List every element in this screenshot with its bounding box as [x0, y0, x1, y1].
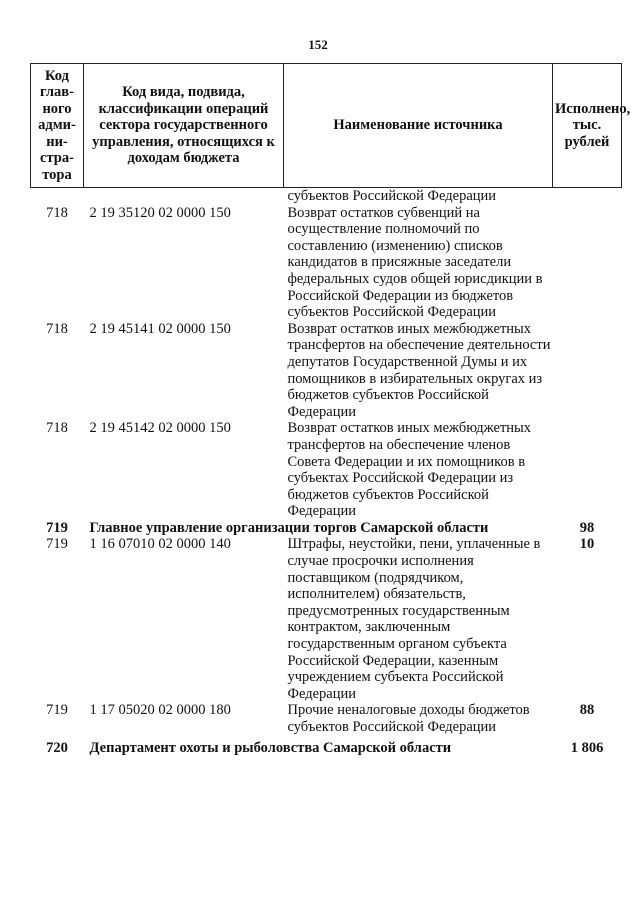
group-amount: 98 — [579, 519, 595, 536]
table-row — [31, 536, 622, 702]
continuation-text: субъектов Российской Федерации — [287, 188, 497, 204]
budget-table — [30, 63, 631, 756]
table-row — [31, 321, 622, 421]
group-admin-code: 720 — [46, 739, 68, 756]
amount — [553, 205, 622, 321]
header-source-name: Наименование источника — [284, 64, 553, 188]
admin-code: 718 — [46, 320, 68, 337]
table-row — [31, 420, 622, 520]
kind-code: 1 16 07010 02 0000 140 — [89, 536, 231, 553]
group-row-719 — [31, 520, 622, 537]
admin-code: 718 — [46, 420, 68, 437]
table-row — [31, 205, 622, 321]
admin-code: 718 — [46, 204, 68, 221]
group-title: Главное управление организации торгов Самарской области — [89, 519, 489, 536]
table-row — [31, 702, 622, 735]
continuation-row — [31, 188, 622, 205]
kind-code: 2 19 35120 02 0000 150 — [89, 204, 231, 221]
group-admin-code: 719 — [46, 519, 68, 536]
source-name: Штрафы, неустойки, пени, уплаченные в случае просрочки исполнения поставщиком (подрядчиком, исполнителем) обязательств, предусмотренных государственным контрактом, заключенным государственным органом субъекта Российской Федерации, казенным учреждением субъекта Российской Федерации — [287, 536, 541, 702]
amount: 10 — [579, 536, 595, 553]
table-body — [31, 188, 622, 757]
group-row-720 — [31, 736, 622, 757]
kind-code: 2 19 45141 02 0000 150 — [89, 320, 231, 337]
source-name: Возврат остатков иных межбюджетных трансфертов на обеспечение деятельности депутатов Государственной Думы и их помощников в избирательных округах из бюджетов субъектов Российской Федерации — [287, 320, 551, 420]
header-kind-code: Код вида, подвида, классификации операций сектора государственного управления, относящихся к доходам бюджета — [84, 64, 284, 188]
source-name: Возврат остатков иных межбюджетных трансфертов на обеспечение членов Совета Федерации и их помощников в субъектах Российской Федерации из бюджетов субъектов Российской Федерации — [287, 420, 532, 520]
header-amount: Исполнено, тыс. рублей — [553, 64, 622, 188]
amount — [553, 321, 622, 421]
group-amount: 1 806 — [570, 739, 604, 756]
amount — [553, 420, 622, 520]
source-name: Прочие неналоговые доходы бюджетов субъектов Российской Федерации — [287, 702, 530, 735]
page-number: 152 — [308, 37, 328, 52]
admin-code: 719 — [46, 536, 68, 553]
source-name: Возврат остатков субвенций на осуществление полномочий по составлению (изменению) списков кандидатов в присяжные заседатели федеральных судов общей юрисдикции в Российской Федерации из бюджетов субъектов Российской Федерации — [287, 204, 543, 321]
table-header — [31, 64, 631, 188]
group-title: Департамент охоты и рыболовства Самарской области — [89, 739, 452, 756]
header-admin-code: Код глав- ного адми- ни- стра- тора — [31, 64, 84, 188]
kind-code: 2 19 45142 02 0000 150 — [89, 420, 231, 437]
amount: 88 — [579, 702, 595, 719]
admin-code: 719 — [46, 702, 68, 719]
kind-code: 1 17 05020 02 0000 180 — [89, 702, 231, 719]
